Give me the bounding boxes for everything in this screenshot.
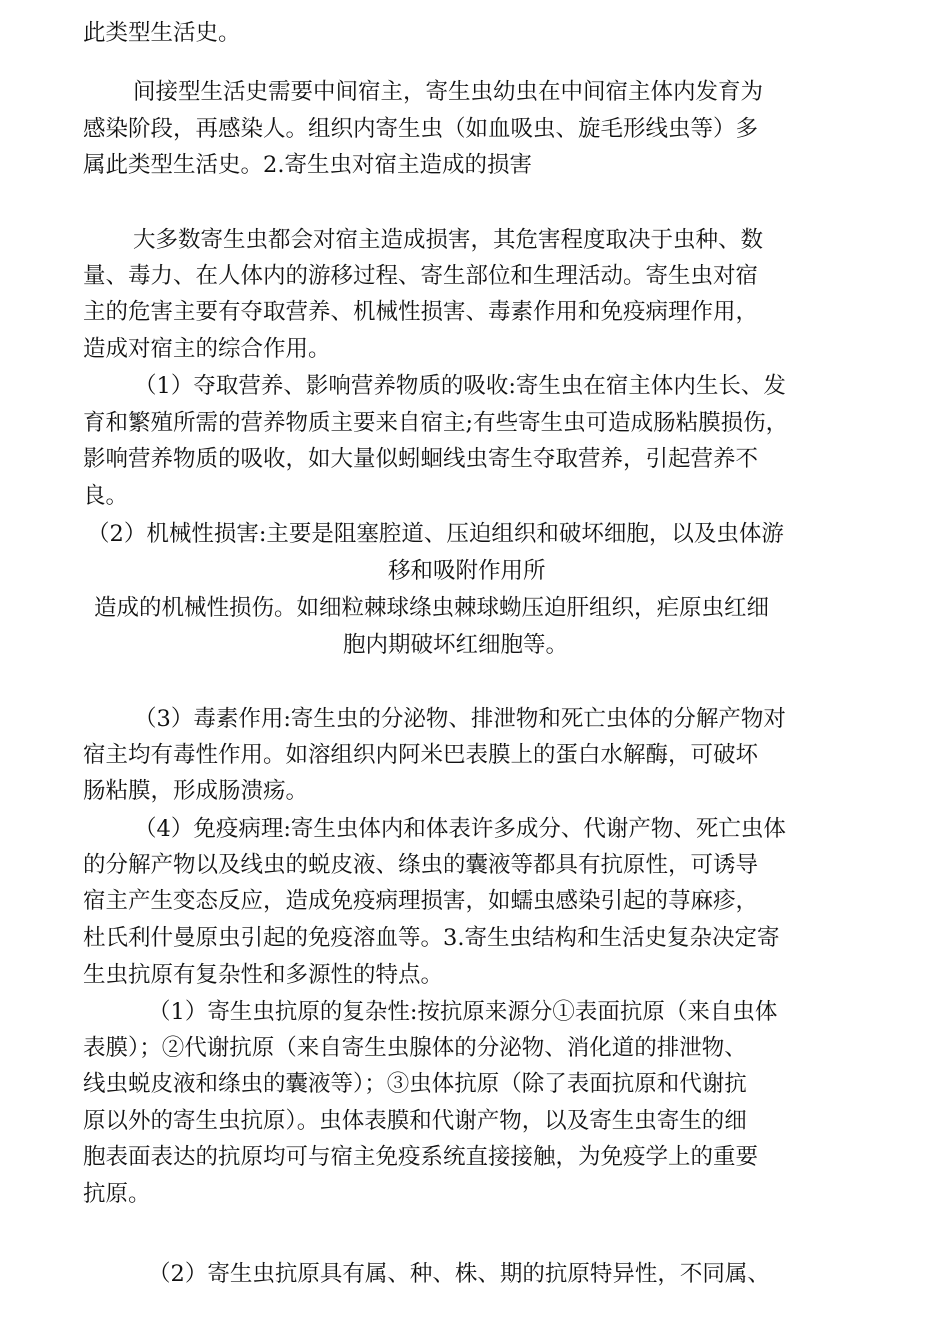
text-line: 宿主均有毒性作用。如溶组织内阿米巴表膜上的蛋白水解酶，可破坏 (83, 742, 759, 768)
text-line: （4）免疫病理:寄生虫体内和体表许多成分、代谢产物、死亡虫体 (134, 816, 786, 842)
text-line: 杜氏利什曼原虫引起的免疫溶血等。3.寄生虫结构和生活史复杂决定寄 (83, 925, 780, 951)
text-line: 造成对宿主的综合作用。 (83, 336, 331, 362)
text-line: 大多数寄生虫都会对宿主造成损害，其危害程度取决于虫种、数 (133, 227, 764, 253)
text-line: 量、毒力、在人体内的游移过程、寄生部位和生理活动。寄生虫对宿 (83, 263, 759, 289)
text-line: 属此类型生活史。2.寄生虫对宿主造成的损害 (83, 152, 532, 178)
text-line: 育和繁殖所需的营养物质主要来自宿主;有些寄生虫可造成肠粘膜损伤， (83, 410, 789, 436)
text-line: 线虫蜕皮液和绦虫的囊液等）；③虫体抗原（除了表面抗原和代谢抗 (83, 1071, 747, 1097)
text-line: 的分解产物以及线虫的蜕皮液、绦虫的囊液等都具有抗原性，可诱导 (83, 852, 759, 878)
text-line: （3）毒素作用:寄生虫的分泌物、排泄物和死亡虫体的分解产物对 (134, 706, 786, 732)
text-line: 表膜）；②代谢抗原（来自寄生虫腺体的分泌物、消化道的排泄物、 (83, 1035, 747, 1061)
text-line: （1）夺取营养、影响营养物质的吸收:寄生虫在宿主体内生长、发 (134, 373, 786, 399)
text-line: （2）寄生虫抗原具有属、种、株、期的抗原特异性，不同属、 (148, 1261, 770, 1287)
text-line: 胞内期破坏红细胞等。 (343, 632, 569, 658)
text-line: 原以外的寄生虫抗原）。虫体表膜和代谢产物，以及寄生虫寄生的细 (83, 1108, 747, 1134)
text-line: 间接型生活史需要中间宿主，寄生虫幼虫在中间宿主体内发育为 (133, 79, 764, 105)
text-line: 移和吸附作用所 (388, 558, 546, 584)
text-line: 造成的机械性损伤。如细粒棘球绦虫棘球蚴压迫肝组织，疟原虫红细 (94, 595, 770, 621)
text-line: （1）寄生虫抗原的复杂性:按抗原来源分①表面抗原（来自虫体 (148, 999, 778, 1025)
text-line: 良。 (83, 483, 129, 509)
text-line: 抗原。 (83, 1181, 151, 1207)
text-line: 主的危害主要有夺取营养、机械性损害、毒素作用和免疫病理作用， (83, 299, 759, 325)
text-line: （2）机械性损害:主要是阻塞腔道、压迫组织和破坏细胞，以及虫体游 (87, 521, 784, 547)
text-line: 肠粘膜，形成肠溃疡。 (83, 778, 309, 804)
text-line: 感染阶段，再感染人。组织内寄生虫（如血吸虫、旋毛形线虫等）多 (83, 116, 759, 142)
text-line: 胞表面表达的抗原均可与宿主免疫系统直接接触，为免疫学上的重要 (83, 1144, 759, 1170)
text-line: 此类型生活史。 (83, 20, 241, 46)
text-line: 生虫抗原有复杂性和多源性的特点。 (83, 962, 444, 988)
text-line: 影响营养物质的吸收，如大量似蚓蛔线虫寄生夺取营养，引起营养不 (83, 446, 759, 472)
text-line: 宿主产生变态反应，造成免疫病理损害，如蠕虫感染引起的荨麻疹， (83, 888, 759, 914)
